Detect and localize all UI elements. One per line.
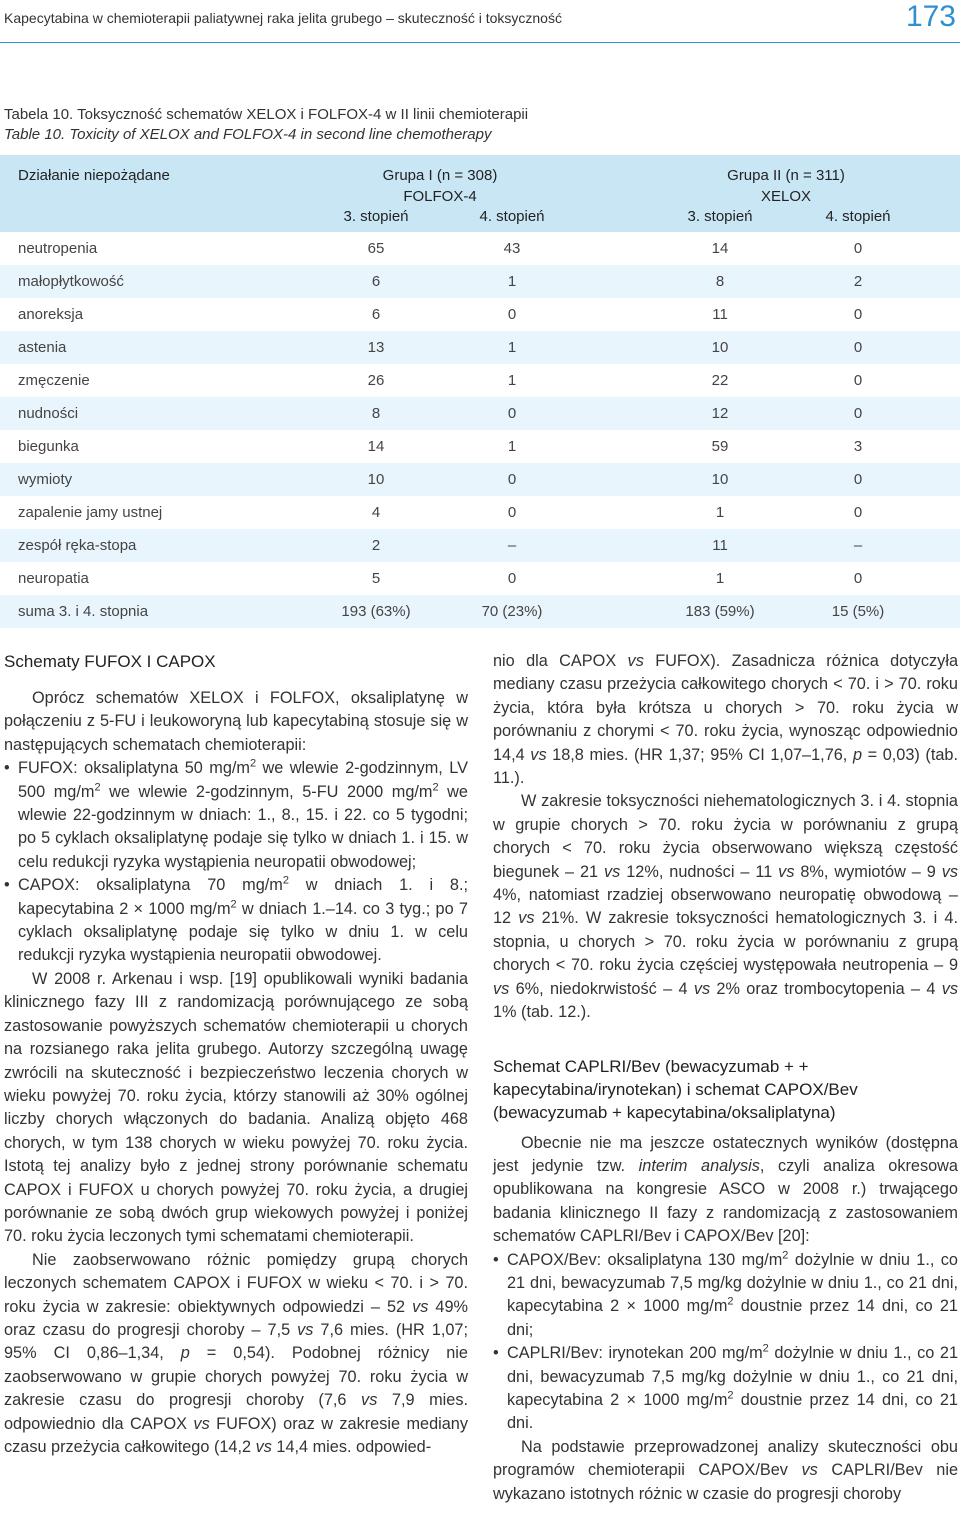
cell-g1-grade4: – [507, 537, 517, 554]
header-group2-regimen: XELOX [760, 188, 812, 205]
cell-effect: astenia [18, 339, 67, 356]
cell-g2-grade4: 2 [853, 273, 863, 290]
cell-g2-grade3: 1 [715, 504, 725, 521]
cell-g2-grade4: 0 [853, 339, 863, 356]
paragraph: Nie zaobserwowano różnic pomiędzy grupą chorych leczonych schematem CAPOX i FUFOX w wieku < 70. i > 70. roku życia w zakresie: obiektywnych odpowiedzi – 52 vs 49% oraz czasu do progresji choroby – 7,5 vs 7,6 mies. (HR 1,07; 95% CI 0,86–1,34, p = 0,54). Podobnej różnicy nie zaobserwowano w grupie chorych powyżej 70. roku życia w zakresie czasu do progresji choroby (7,6 vs 7,9 mies. odpowiednio dla CAPOX vs FUFOX) oraz w zakresie mediany czasu przeżycia całkowitego (14,2 vs 14,4 mies. odpowied- [4, 1250, 468, 1456]
header-g2-grade4: 4. stopień [825, 208, 891, 225]
cell-g2-grade3: 11 [712, 537, 728, 554]
paragraph: Na podstawie przeprowadzonej analizy skuteczności obu programów chemioterapii CAPOX/Bev vs CAPLRI/Bev nie wykazano istotnych różnic w czasie do progresji choroby [493, 1437, 958, 1503]
cell-g1-grade3: 65 [367, 240, 385, 257]
table-row [0, 529, 960, 562]
cell-g1-grade4: 0 [507, 504, 517, 521]
cell-g2-grade3: 1 [715, 570, 725, 587]
cell-g1-grade3: 6 [371, 306, 381, 323]
cell-g2-grade4: 0 [853, 405, 863, 422]
cell-g1-grade4: 1 [507, 372, 517, 389]
cell-effect: zapalenie jamy ustnej [18, 504, 163, 521]
cell-g1-grade3: 10 [367, 471, 385, 488]
table-row [0, 562, 960, 595]
cell-g2-grade3: 12 [711, 405, 729, 422]
paragraph: Obecnie nie ma jeszcze ostatecznych wyników (dostępna jest jedynie tzw. interim analysis, czyli analiza okresowa opublikowana na kongresie ASCO w 2008 r.) trwającego badania klinicznego II fazy z randomizacją z zastosowaniem schematów CAPLRI/Bev i CAPOX/Bev [20]: [493, 1133, 958, 1246]
right-column [493, 650, 958, 1506]
cell-g2-grade3: 14 [711, 240, 729, 257]
cell-effect: zespół ręka-stopa [18, 537, 137, 554]
table-row [0, 364, 960, 397]
cell-effect: biegunka [18, 438, 79, 455]
cell-g1-grade4: 1 [507, 273, 517, 290]
paragraph: nio dla CAPOX vs FUFOX). Zasadnicza różnica dotyczyła mediany czasu przeżycia całkowitego chorych < 70. i > 70. roku życia, która była krótsza u chorych > 70. roku życia w porównaniu z chorymi < 70. roku życia, wynosząc odpowiednio 14,4 vs 18,8 mies. (HR 1,37; 95% CI 1,07–1,76, p = 0,03) (tab. 11.). [493, 652, 958, 788]
running-head: Kapecytabina w chemioterapii paliatywnej raka jelita grubego – skuteczność i toksyczność [4, 10, 562, 26]
list-item-capox: • CAPOX: oksaliplatyna 70 $mg/m^2$ w dniach 1. i 8.; kapecytabina 2 × 1000 $mg/m^2$ w dniach 1.–14. co 3 tyg.; po 7 cyklach oksaliplatynę podaje się tylko w dniu 1. w celu redukcji ryzyka wystąpienia neuropatii obwodowej. [4, 874, 468, 968]
cell-g2-grade3: 183 (59%) [685, 603, 755, 620]
header-group2: Grupa II (n = 311) [727, 167, 845, 184]
header-group1-regimen: FOLFOX-4 [403, 188, 477, 205]
cell-g1-grade3: 2 [371, 537, 381, 554]
section-title-fufox-capox: Schematy FUFOX I CAPOX [4, 652, 216, 671]
table-header [0, 155, 960, 232]
cell-g2-grade3: 59 [711, 438, 729, 455]
cell-g2-grade4: 3 [853, 438, 863, 455]
cell-g1-grade4: 1 [507, 438, 517, 455]
header-group1: Grupa I (n = 308) [382, 167, 498, 184]
paragraph: W 2008 r. Arkenau i wsp. [19] opublikowali wyniki badania klinicznego fazy III z randomizacją porównującego ze sobą zastosowanie powyższych schematów chemioterapii u chorych na rozsianego raka jelita grubego. Autorzy szczególną uwagę zwrócili na skuteczność i bezpieczeństwo leczenia chorych w wieku powyżej 70. roku życia, którzy stanowili aż 30% ogólnej liczby chorych włączonych do badania. Analizą objęto 468 chorych, w tym 138 chorych w wieku powyżej 70. roku życia. Istotą tej analizy było z jednej strony porównanie schematu CAPOX i FUFOX u chorych powyżej 70. roku życia, a drugiej porównanie ze sobą dwóch grup wiekowych powyżej i poniżej 70. roku życia leczonych tymi schematami chemioterapii. [4, 969, 468, 1246]
table-caption-en: Table 10. Toxicity of XELOX and FOLFOX-4 in second line chemotherapy [4, 126, 492, 143]
cell-g1-grade3: 6 [371, 273, 381, 290]
cell-effect: anoreksja [18, 306, 84, 323]
cell-g2-grade4: 0 [853, 372, 863, 389]
cell-g2-grade4: 15 (5%) [831, 603, 885, 620]
cell-g1-grade4: 43 [503, 240, 521, 257]
table-caption-pl: Tabela 10. Toksyczność schematów XELOX i FOLFOX-4 w II linii chemioterapii [4, 106, 529, 123]
cell-g1-grade4: 1 [507, 339, 517, 356]
list-item-capox-bev: • CAPOX/Bev: oksaliplatyna 130 $mg/m^2$ dożylnie w dniu 1., co 21 dni, bewacyzumab 7,5 mg/kg dożylnie w dniu 1., co 21 dni, kapecytabina 2 × 1000 $mg/m^2$ doustnie przez 14 dni, co 21 dni; [493, 1249, 958, 1343]
cell-g2-grade3: 11 [712, 306, 728, 323]
cell-g2-grade4: 0 [853, 240, 863, 257]
cell-g2-grade4: 0 [853, 570, 863, 587]
header-g1-grade3: 3. stopień [343, 208, 409, 225]
cell-effect: małopłytkowość [18, 273, 124, 290]
table-row [0, 595, 960, 628]
cell-g1-grade3: 8 [371, 405, 381, 422]
table-row [0, 496, 960, 529]
cell-g2-grade4: 0 [853, 504, 863, 521]
cell-g1-grade4: 0 [507, 570, 517, 587]
cell-g2-grade4: 0 [853, 471, 863, 488]
cell-g1-grade4: 0 [507, 405, 517, 422]
cell-g1-grade3: 14 [367, 438, 385, 455]
cell-effect: suma 3. i 4. stopnia [18, 603, 149, 620]
table-row [0, 298, 960, 331]
cell-g1-grade3: 4 [371, 504, 381, 521]
header-effect: Działanie niepożądane [18, 167, 170, 184]
table-row [0, 265, 960, 298]
cell-g2-grade3: 10 [711, 339, 729, 356]
table-row [0, 232, 960, 265]
table-row [0, 463, 960, 496]
toxicity-table [0, 155, 960, 628]
cell-g2-grade3: 22 [711, 372, 729, 389]
cell-g1-grade3: 13 [367, 339, 385, 356]
header-g1-grade4: 4. stopień [479, 208, 545, 225]
paragraph: Oprócz schematów XELOX i FOLFOX, oksaliplatynę w połączeniu z 5-FU i leukoworyną lub kapecytabiną stosuje się w następujących schematach chemioterapii: [4, 689, 468, 754]
cell-effect: wymioty [18, 471, 73, 488]
cell-effect: nudności [18, 405, 79, 422]
header-g2-grade3: 3. stopień [687, 208, 753, 225]
cell-g2-grade3: 10 [711, 471, 729, 488]
cell-g2-grade4: 0 [853, 306, 863, 323]
list-item-caplri-bev: • CAPLRI/Bev: irynotekan 200 $mg/m^2$ dożylnie w dniu 1., co 21 dni, bewacyzumab 7,5 mg/kg dożylnie w dniu 1., co 21 dni, kapecytabina 2 × 1000 $mg/m^2$ doustnie przez 14 dni, co 21 dni. [493, 1342, 958, 1436]
table-row [0, 331, 960, 364]
list-item-fufox: • FUFOX: oksaliplatyna 50 $mg/m^2$ we wlewie 2-godzinnym, LV 500 $mg/m^2$ we wlewie 2-godzinnym, 5-FU 2000 $mg/m^2$ we wlewie 22-godzinnym w dniach: 1., 8., 15. i 22. co 5 tygodni; po 5 cyklach oksaliplatynę podaje się tylko w dniach 1. i 15. w celu redukcji ryzyka wystąpienia neuropatii obwodowej; [4, 757, 468, 874]
cell-g1-grade4: 0 [507, 471, 517, 488]
cell-effect: neuropatia [18, 570, 89, 587]
cell-g1-grade4: 70 (23%) [481, 603, 543, 620]
page-number: 173 [905, 0, 956, 33]
left-column [4, 650, 468, 1459]
cell-g2-grade4: – [853, 537, 863, 554]
cell-g2-grade3: 8 [715, 273, 725, 290]
table-row [0, 397, 960, 430]
cell-effect: zmęczenie [18, 372, 90, 389]
cell-g1-grade3: 193 (63%) [341, 603, 411, 620]
paragraph: W zakresie toksyczności niehematologicznych 3. i 4. stopnia w grupie chorych > 70. roku życia w porównaniu z grupą chorych < 70. roku życia obserwowano większą częstość biegunek – 21 vs 12%, nudności – 11 vs 8%, wymiotów – 9 vs 4%, natomiast rzadziej obserwowano neuropatię obwodową – 12 vs 21%. W zakresie toksyczności hematologicznych 3. i 4. stopnia, u chorych > 70. roku życia w porównaniu z grupą chorych < 70. roku życia częściej występowała neutropenia – 9 vs 6%, niedokrwistość – 4 vs 2% oraz trombocytopenia – 4 vs 1% (tab. 12.). [493, 792, 958, 1022]
section-title-caplri-bev: Schemat CAPLRI/Bev (bewacyzumab + + kapecytabina/irynotekan) i schemat CAPOX/Bev (bewacyzumab + kapecytabina/oksaliplatyna) [493, 1056, 858, 1122]
cell-g1-grade3: 5 [371, 570, 381, 587]
table-row [0, 430, 960, 463]
cell-effect: neutropenia [18, 240, 98, 257]
cell-g1-grade3: 26 [367, 372, 385, 389]
table-body [0, 232, 960, 628]
header-rule [0, 42, 960, 43]
cell-g1-grade4: 0 [507, 306, 517, 323]
